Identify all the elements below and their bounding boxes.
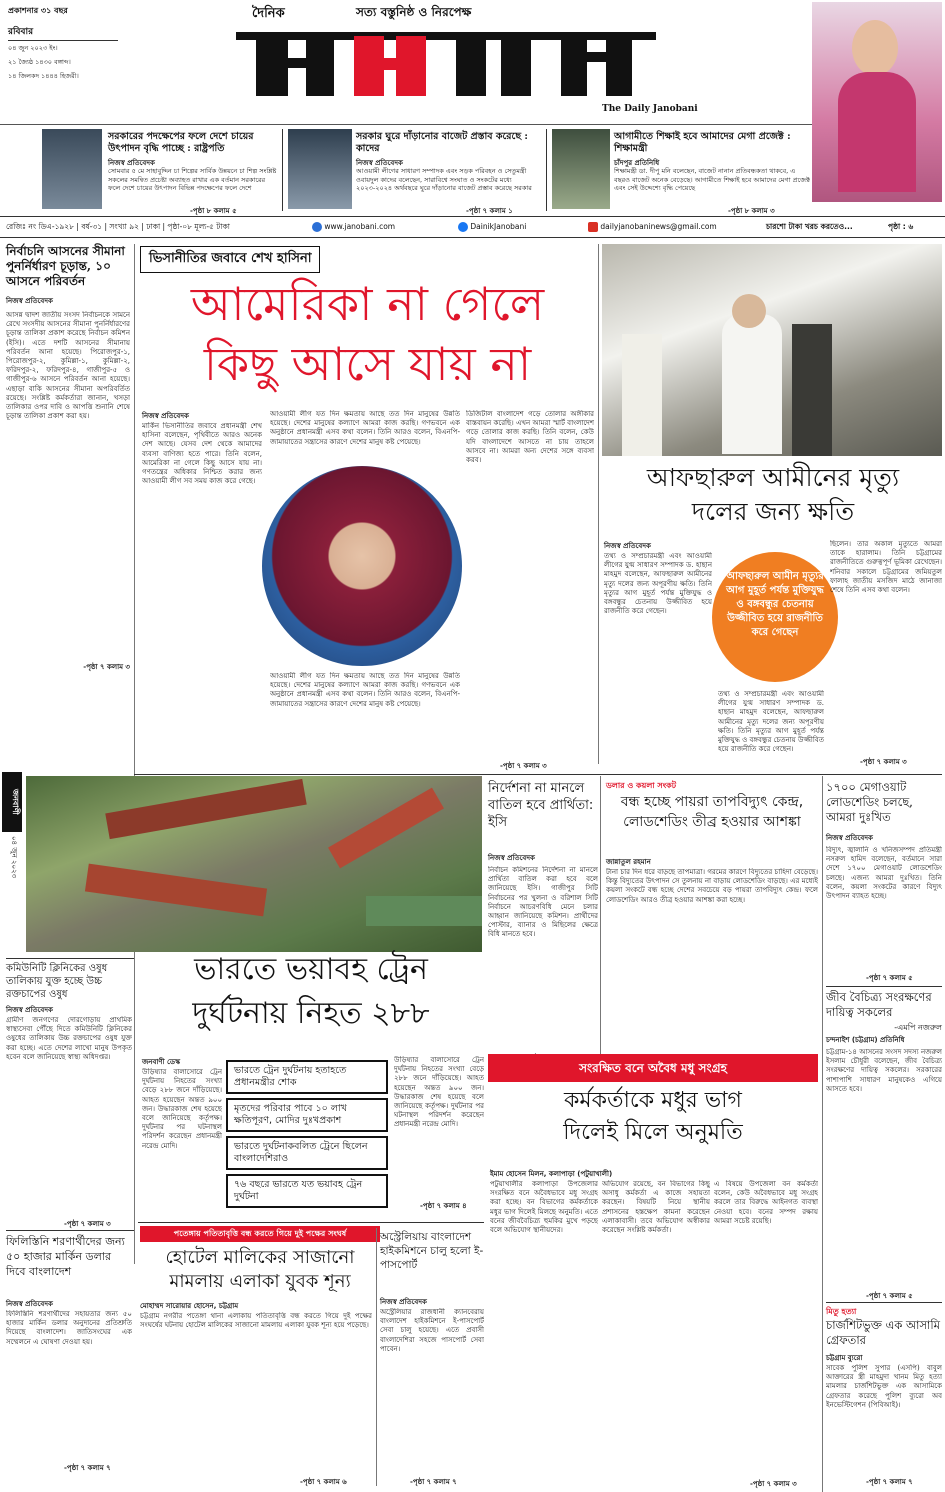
biodiversity-continued: -পৃষ্ঠা ৭ কলাম ৫ — [866, 1292, 913, 1300]
honey-headline-1[interactable]: কর্মকর্তাকে মধুর ভাগ — [564, 1088, 742, 1113]
paper-logo — [236, 18, 656, 98]
constituency-story — [6, 244, 130, 671]
train-related-item[interactable]: ৭৬ বছরে ভারতে যত ভয়াবহ ট্রেন দুর্ঘটনা — [226, 1174, 388, 1208]
honey-column-1: পটুয়াখালীর কলাপাড়া উপজেলার সংরক্ষিত বনে অবৈধভাবে মধু সংগ্রহ করা হচ্ছে। বন বিভাগের কর্মকর্তাকে মধুর ভাগ দিলেই মিলছে অনুমতি। এতে বনের জীববৈচিত্র্য হুমকির মুখে পড়ছে বলে অভিযোগ স্থানীয়দের। — [490, 1180, 598, 1235]
clinic-continued: -পৃষ্ঠা ৭ কলাম ৩ — [64, 1220, 111, 1228]
loadshedding-continued: -পৃষ্ঠা ৭ কলাম ৫ — [866, 974, 913, 982]
date-hijri: ১৪ জিলকদ ১৪৪৪ হিজরী। — [8, 72, 79, 80]
email-link[interactable]: dailyjanobaninews@gmail.com — [588, 217, 717, 237]
afsarul-byline: নিজস্ব প্রতিবেদক — [604, 542, 651, 550]
side-brand-strip — [0, 770, 24, 950]
facebook-link[interactable]: DainikJanobani — [458, 217, 526, 237]
teaser-3-title[interactable]: আগামীতে শিক্ষাই হবে আমাদের মেগা প্রজেক্ট : শিক্ষামন্ত্রী — [614, 131, 791, 154]
clinic-headline[interactable]: কমিউনিটি ক্লিনিকের ওষুধ তালিকায় যুক্ত হচ্ছে উচ্চ রক্তচাপের ওষুধ — [6, 963, 108, 1000]
lead-photo-pm — [262, 466, 462, 666]
clinic-body: গ্রামীণ জনগণের দোরগোড়ায় প্রাথমিক স্বাস্থ্যসেবা পৌঁছে দিতে কমিউনিটি ক্লিনিকের ওষুধের তালিকায় উচ্চ রক্তচাপের ওষুধ যুক্ত করা হচ্ছে। এতে দেশের লাখো মানুষ উপকৃত হবেন বলে জানিয়েছে স্বাস্থ্য অধিদপ্তর। — [6, 1016, 132, 1061]
afsarul-continued: -পৃষ্ঠা ৭ কলাম ৩ — [860, 758, 907, 766]
ec-headline[interactable]: নির্দেশনা না মানলে বাতিল হবে প্রার্থিতা: ইসি — [488, 781, 594, 830]
train-body-2: উড়িষ্যার বালাসোরে ট্রেন দুর্ঘটনায় নিহতের সংখ্যা বেড়ে ২৮৮ জনে দাঁড়িয়েছে। আহত হয়েছেন অন্তত ৯০০ জন। উদ্ধারকাজ শেষ হয়েছে বলে জানিয়েছে কর্তৃপক্ষ। দুর্ঘটনার পর ঘটনাস্থল পরিদর্শন করেছেন প্রধানমন্ত্রী নরেন্দ্র মোদি। — [394, 1056, 484, 1129]
biodiversity-byline: চন্দনাইশ (চট্টগ্রাম) প্রতিনিধি — [826, 1036, 905, 1044]
clinic-byline: নিজস্ব প্রতিবেদক — [6, 1006, 53, 1014]
loadshedding-headline[interactable]: ১৭০০ মেগাওয়াট লোডশেডিং চলছে, আমরা দুঃখিত — [826, 780, 913, 824]
afsarul-column-1b: তথ্য ও সম্প্রচারমন্ত্রী এবং আওয়ামী লীগের যুগ্ম সাধারণ সম্পাদক ড. হাছান মাহমুদ বলেছেন, আফছারুল আমীনের মৃত্যু দলের জন্য অপূরণীয় ক্ষতি। তিনি মৃত্যুর আগ মুহূর্ত পর্যন্ত মুক্তিযুদ্ধ ও বঙ্গবন্ধুর চেতনায় উজ্জীবিত হয়ে রাজনীতি করে গেছেন। — [718, 690, 824, 754]
lead-headline-line-2[interactable]: কিছু আসে যায় না — [203, 337, 532, 391]
afsarul-headline-1[interactable]: আফছারুল আমীনের মৃত্যু — [646, 463, 900, 492]
teaser-2-text: আওয়ামী লীগের সাধারণ সম্পাদক এবং সড়ক পরিবহন ও সেতুমন্ত্রী ওবায়দুল কাদের বলেছেন, সারাবিশ্বে সংঘাত ও সংকটের মধ্যে ২০২৩-২০২৪ অর্থবছরে ঘুরে দাঁড়ানোর বাজেট প্রস্তাব করেছে সরকার — [356, 167, 532, 192]
loadshedding-body: বিদ্যুৎ, জ্বালানি ও খনিজসম্পদ প্রতিমন্ত্রী নসরুল হামিদ বলেছেন, বর্তমানে সারা দেশে ১৭০০ মেগাওয়াট লোডশেডিং চলছে। এজন্য আমরা দুঃখিত। তিনি বলেন, কয়লা সংকটের কারণে বিদ্যুৎ উৎপাদন ব্যাহত হচ্ছে। — [826, 846, 942, 901]
paper-name-english: The Daily Janobani — [602, 104, 698, 114]
date-english: ০৪ জুন ২০২৩ ইং। — [8, 44, 58, 52]
afsarul-headline-2[interactable]: দলের জন্য ক্ষতি — [691, 497, 855, 526]
train-headline-line-2[interactable]: দুর্ঘটনায় নিহত ২৮৮ — [192, 996, 430, 1031]
teaser-2-title[interactable]: সরকার ঘুরে দাঁড়ানোর বাজেট প্রস্তাব করেছে : কাদের — [356, 131, 528, 154]
lead-kicker-box — [140, 246, 580, 270]
teaser-2-continued: -পৃষ্ঠা ৭ কলাম ১ — [466, 207, 513, 215]
page-number: পৃষ্ঠা : ৬ — [888, 222, 914, 231]
teaser-photo-president — [42, 129, 102, 209]
lead-kicker: ভিসানীতির জবাবে শেখ হাসিনা — [140, 246, 320, 273]
payra-byline: জান্নাতুল রহমান — [606, 858, 651, 866]
lead-column-2: আওয়ামী লীগ যত দিন ক্ষমতায় আছে তত দিন মানুষের উন্নতি হয়েছে। দেশের মানুষের কল্যাণে আমরা কাজ করছি। গণভবনে এক অনুষ্ঠানে প্রধানমন্ত্রী এসব কথা বলেন। তিনি আরও বলেন, বিএনপি-জামায়াতের সন্ত্রাসের কারণে দেশের মানুষ কষ্ট পেয়েছে। — [270, 410, 460, 446]
murder-continued: -পৃষ্ঠা ৭ কলাম ৭ — [866, 1478, 913, 1486]
train-related-item[interactable]: ভারতে দুর্ঘটনাকবলিত ট্রেনে ছিলেন বাংলাদেশিরাও — [226, 1136, 388, 1170]
ec-byline: নিজস্ব প্রতিবেদক — [488, 854, 535, 862]
train-continued: -পৃষ্ঠা ৭ কলাম ৪ — [420, 1202, 467, 1210]
teaser-1-text: সোমবার ৫ মে সাহাবুদ্দিন চা শিল্পের সার্বিক উন্নয়নে চা শিল্প সংশ্লিষ্ট সকলের সমন্বিত প্রচেষ্টা অব্যাহত রাখার এক বর্তমান সরকারের ফলে দেশে চায়ের উৎপাদন বিভিন্ন পদক্ষেপের ফলে দেশে — [108, 167, 277, 192]
publication-year: প্রকাশনার ৩১ বছর — [8, 6, 68, 15]
biodiversity-body: চট্টগ্রাম-১৪ আসনের সংসদ সদস্য নজরুল ইসলাম চৌধুরী বলেছেন, জীব বৈচিত্র্য সংরক্ষণের দায়িত্ব সকলের। সরকারের পাশাপাশি সাধারণ মানুষকেও এগিয়ে আসতে হবে। — [826, 1048, 942, 1093]
honey-column-2: অভিযোগ রয়েছে, বন বিভাগের কিছু অসাধু কর্মকর্তা এ কাজে সহায়তা করছেন। বিষয়টি নিয়ে স্থানীয় প্রশাসনের হস্তক্ষেপ কামনা করেছেন এলাকাবাসী। তবে অভিযোগ অস্বীকার করেছেন সংশ্লিষ্ট কর্মকর্তা। — [602, 1180, 710, 1235]
palestine-body: ফিলিস্তিনি শরণার্থীদের সহায়তার জন্য ৫০ হাজার মার্কিন ডলার অনুদানের প্রতিশ্রুতি দিয়েছে বাংলাদেশ। জাতিসংঘের এক সম্মেলনে এ ঘোষণা দেওয়া হয়। — [6, 1310, 132, 1346]
teaser-1-title[interactable]: সরকারের পদক্ষেপের ফলে দেশে চায়ের উৎপাদন বৃদ্ধি পাচ্ছে : রাষ্ট্রপতি — [108, 131, 254, 154]
hotel-body: চট্টগ্রাম নগরীর পতেঙ্গা থানা এলাকায় পতিতাবৃত্তি বন্ধ করতে গিয়ে দুই পক্ষের সংঘর্ষের ঘটনায় হোটেল মালিকের সাজানো মামলায় এলাকা যুবক শূন্য হয়ে পড়েছে। — [140, 1312, 372, 1330]
train-related-item[interactable]: ভারতে ট্রেন দুর্ঘটনায় হতাহতে প্রধানমন্ত্রীর শোক — [226, 1060, 388, 1094]
train-related-item[interactable]: মৃতদের পরিবার পাবে ১০ লাখ ক্ষতিপূরণ, মোদির দুঃখপ্রকাশ — [226, 1098, 388, 1132]
palestine-headline[interactable]: ফিলিস্তিনি শরণার্থীদের জন্য ৫০ হাজার মার্কিন ডলার দিবে বাংলাদেশ — [6, 1235, 125, 1278]
train-byline: জনবাণী ডেস্ক — [142, 1058, 181, 1066]
paper-tagline: সত্য বস্তুনিষ্ঠ ও নিরপেক্ষ — [356, 5, 472, 19]
lead-column-1: মার্কিন ভিসানীতির জবাবে প্রধানমন্ত্রী শেখ হাসিনা বলেছেন, পৃথিবীতে আরও অনেক দেশ আছে। যেসব দেশ থেকে আমাদের ব্যবসা বাণিজ্য হতে পারে। তিনি বলেন, আমেরিকা না গেলে কিছু আসে যায় না। গণতন্ত্রের অধিকার নিশ্চিত করার জন্য আওয়ামী লীগ সব সময় কাজ করে গেছে। — [142, 422, 262, 486]
teaser-3-byline: চাঁদপুর প্রতিনিধি — [614, 159, 660, 167]
website-link[interactable]: www.janobani.com — [312, 217, 395, 237]
loadshedding-byline: নিজস্ব প্রতিবেদক — [826, 834, 873, 842]
lead-column-2b: আওয়ামী লীগ যত দিন ক্ষমতায় আছে তত দিন মানুষের উন্নতি হয়েছে। দেশের মানুষের কল্যাণে আমরা কাজ করছি। গণভবনে এক অনুষ্ঠানে প্রধানমন্ত্রী এসব কথা বলেন। তিনি আরও বলেন, বিএনপি-জামায়াতের সন্ত্রাসের কারণে দেশের মানুষ কষ্ট পেয়েছে। — [270, 672, 460, 708]
hotel-headline[interactable]: হোটেল মালিকের সাজানো মামলায় এলাকা যুবক শূন্য — [165, 1247, 355, 1292]
honey-byline: ইমাম হোসেন মিলন, কলাপাড়া (পটুয়াখালী) — [490, 1170, 613, 1178]
payra-kicker: ডলার ও কয়লা সংকট — [606, 781, 677, 790]
murder-headline[interactable]: চার্জশিটভুক্ত এক আসামি গ্রেফতার — [826, 1318, 941, 1347]
teaser-photo-education-minister — [552, 129, 610, 209]
side-date: ০৪ জুন ২০২৩ — [10, 836, 18, 879]
masthead — [0, 0, 945, 124]
condolence-photo — [602, 244, 942, 456]
afsarul-column-2: ছিলেন। তার অকাল মৃত্যুতে আমরা তাকে হারালাম। তিনি চট্টগ্রামের রাজনীতিতে গুরুত্বপূর্ণ ভূমিকা রেখেছেন। শনিবার সকালে চট্টগ্রামের জমিয়তুল ফালাহ জাতীয় মসজিদ মাঠে জানাজা শেষে তিনি এসব কথা বলেন। — [830, 540, 942, 595]
epassport-body: অস্ট্রেলিয়ার রাজধানী ক্যানবেরায় বাংলাদেশ হাইকমিশনে ই-পাসপোর্ট সেবা চালু হয়েছে। এতে প্রবাসী বাংলাদেশিরা সহজে পাসপোর্ট সেবা পাবেন। — [380, 1308, 484, 1353]
palestine-continued: -পৃষ্ঠা ৭ কলাম ৭ — [64, 1464, 111, 1472]
constituency-body: আসন্ন দ্বাদশ জাতীয় সংসদ নির্বাচনকে সামনে রেখে সংসদীয় আসনের সীমানা পুনর্নির্ধারণের চূড়ান্ত তালিকা প্রকাশ করেছে নির্বাচন কমিশন (ইসি)। এতে দশটি আসনের সীমানায় পরিবর্তন আনা হয়েছে। পিরোজপুর-১, পিরোজপুর-২, কুমিল্লা-১, কুমিল্লা-২, ফরিদপুর-২, ফরিদপুর-৪, গাজীপুর-৫ ও গাজীপুর-৬ আসনে পরিবর্তন আনা হয়েছে। এছাড়া বাকি আসনের সীমানা অপরিবর্তিত রয়েছে। সংশ্লিষ্ট কর্মকর্তারা জানান, খসড়া তালিকার ওপর দাবি ও আপত্তি শুনানি শেষে চূড়ান্ত তালিকা প্রকাশ করা হয়। — [6, 311, 130, 421]
epassport-headline[interactable]: অস্ট্রেলিয়ায় বাংলাদেশ হাইকমিশনে চালু হলো ই-পাসপোর্ট — [380, 1231, 484, 1271]
biodiversity-headline[interactable]: জীব বৈচিত্র্য সংরক্ষণের দায়িত্ব সকলের — [826, 990, 932, 1019]
hotel-kicker: পতেঙ্গায় পতিতাবৃত্তি বন্ধ করতে গিয়ে দুই পক্ষের সংঘর্ষ — [140, 1226, 380, 1242]
globe-icon — [312, 222, 322, 232]
ec-body: নির্বাচন কমিশনের নির্দেশনা না মানলে প্রার্থিতা বাতিল করা হবে বলে জানিয়েছে ইসি। গাজীপুর সিটি নির্বাচনের পর খুলনা ও বরিশাল সিটি নির্বাচনে আচরণবিধি মেনে চলার আহ্বান জানিয়েছে কমিশন। প্রার্থীদের পোস্টার, ব্যানার ও মিছিলের ক্ষেত্রে বিধি মানতে হবে। — [488, 866, 598, 939]
murder-kicker: মিতু হত্যা — [826, 1307, 857, 1316]
murder-byline: চট্টগ্রাম ব্যুরো — [826, 1354, 863, 1362]
paper-prefix: দৈনিক — [252, 6, 285, 21]
train-body: উড়িষ্যার বালাসোরে ট্রেন দুর্ঘটনায় নিহতের সংখ্যা বেড়ে ২৮৮ জনে দাঁড়িয়েছে। আহত হয়েছেন অন্তত ৯০০ জন। উদ্ধারকাজ শেষ হয়েছে বলে জানিয়েছে কর্তৃপক্ষ। দুর্ঘটনার পর ঘটনাস্থল পরিদর্শন করেছেন প্রধানমন্ত্রী নরেন্দ্র মোদি। — [142, 1068, 222, 1150]
payra-headline[interactable]: বন্ধ হচ্ছে পায়রা তাপবিদ্যুৎ কেন্দ্র, লোডশেডিং তীব্র হওয়ার আশঙ্কা — [620, 794, 804, 830]
honey-headline-2[interactable]: দিলেই মিলে অনুমতি — [563, 1120, 743, 1145]
facebook-icon — [458, 222, 468, 232]
train-headline-line-1[interactable]: ভারতে ভয়াবহ ট্রেন — [194, 952, 428, 987]
side-brand: জনবাণী — [2, 772, 22, 832]
teaser-3-continued: -পৃষ্ঠা ৮ কলাম ৩ — [728, 207, 775, 215]
biodiversity-subhead: -এমপি নজরুল — [894, 1023, 942, 1032]
afsarul-column-1: তথ্য ও সম্প্রচারমন্ত্রী এবং আওয়ামী লীগের যুগ্ম সাধারণ সম্পাদক ড. হাছান মাহমুদ বলেছেন, আফছারুল আমীনের মৃত্যু দলের জন্য অপূরণীয় ক্ষতি। তিনি মৃত্যুর আগ মুহূর্ত পর্যন্ত মুক্তিযুদ্ধ ও বঙ্গবন্ধুর চেতনায় উজ্জীবিত হয়ে রাজনীতি করে গেছেন। — [604, 552, 712, 616]
ad-portrait — [812, 2, 942, 202]
lead-byline: নিজস্ব প্রতিবেদক — [142, 412, 189, 420]
registration-info: রেজিঃ নং ডিএ-১৯২৮ | বর্ষ-৩১ | সংখ্যা ৯২ | ঢাকা | পৃষ্ঠা-০৮ মূল্য-৫ টাকা — [6, 222, 230, 231]
info-bar — [0, 216, 945, 238]
honey-kicker: সংরক্ষিত বনে অবৈধ মধু সংগ্রহ — [488, 1054, 818, 1082]
murder-body: সাবেক পুলিশ সুপার (এসপি) বাবুল আক্তারের স্ত্রী মাহমুদা খানম মিতু হত্যা মামলার চার্জশিটভুক্ত এক আসামিকে গ্রেফতার করেছে পুলিশ ব্যুরো অব ইনভেস্টিগেশন (পিবিআই)। — [826, 1364, 942, 1409]
constituency-byline: নিজস্ব প্রতিবেদক — [6, 297, 53, 305]
teaser-1-byline: নিজস্ব প্রতিবেদক — [108, 159, 155, 167]
hotel-byline: মোহাম্মদ সারোয়ার হোসেন, চট্টগ্রাম — [140, 1302, 239, 1310]
teaser-3-text: শিক্ষামন্ত্রী ডা. দীপু মনি বলেছেন, বাজেট নানান প্রতিবন্ধকতা থাকবে, এ বছরও বাজেট অনেক বেড়েছে। আগামীতে শিক্ষাই হবে আমাদের মেগা প্রজেক্ট এবং সেই উদ্দেশ্যে বৃদ্ধি পেয়েছে — [614, 167, 810, 192]
honey-column-3: এ বিষয়ে উপজেলা বন কর্মকর্তা বলেন, কেউ অবৈধভাবে মধু সংগ্রহ করলে তার বিরুদ্ধে আইনগত ব্যবস্থা নেওয়া হবে। বনের সম্পদ রক্ষায় আমরা সচেষ্ট রয়েছি। — [714, 1180, 818, 1225]
constituency-continued: -পৃষ্ঠা ৭ কলাম ৩ — [83, 663, 130, 671]
lead-headline-line-1[interactable]: আমেরিকা না গেলে — [190, 277, 545, 331]
train-accident-photo — [26, 776, 482, 952]
constituency-title[interactable]: নির্বাচনি আসনের সীমানা পুনর্নির্ধারণ চূড়ান্ত, ১০ আসনে পরিবর্তন — [6, 244, 125, 288]
infobar-teaser: চারশো টাকা খরচ করতেও... — [766, 222, 853, 231]
afsarul-pull-quote: আফছারুল আমীন মৃত্যুর আগ মুহূর্ত পর্যন্ত মুক্তিযুদ্ধ ও বঙ্গবন্ধুর চেতনায় উজ্জীবিত হয়ে রাজনীতি করে গেছেন — [712, 552, 838, 682]
date-bangla: ২১ জ্যৈষ্ঠ ১৪৩০ বঙ্গাব্দ। — [8, 58, 71, 66]
teaser-strip — [0, 124, 812, 214]
teaser-2-byline: নিজস্ব প্রতিবেদক — [356, 159, 403, 167]
mail-icon — [588, 222, 598, 232]
honey-continued: -পৃষ্ঠা ৭ কলাম ৩ — [750, 1480, 797, 1488]
lead-continued: -পৃষ্ঠা ৭ কলাম ৩ — [500, 762, 547, 770]
teaser-1-continued: -পৃষ্ঠা ৮ কলাম ৫ — [190, 207, 237, 215]
lead-column-3: ডিজিটাল বাংলাদেশ গড়ে তোলার অঙ্গীকার বাস্তবায়ন করেছি। এখন আমরা স্মার্ট বাংলাদেশ গড়ে তোলার কাজ করছি। তিনি বলেন, কেউ যদি বাংলাদেশে আসতে না চায় তাহলে আসবে না। আমরা অন্য দেশের সঙ্গে ব্যবসা করব। — [466, 410, 594, 465]
weekday: রবিবার — [8, 27, 34, 37]
hotel-continued: -পৃষ্ঠা ৭ কলাম ৬ — [300, 1478, 347, 1486]
epassport-byline: নিজস্ব প্রতিবেদক — [380, 1298, 427, 1306]
teaser-photo-quader — [288, 129, 352, 209]
epassport-continued: -পৃষ্ঠা ৭ কলাম ৭ — [410, 1478, 457, 1486]
palestine-byline: নিজস্ব প্রতিবেদক — [6, 1300, 53, 1308]
payra-body: টানা চার দিন ধরে বাড়ছে তাপমাত্রা। গরমের কারণে বিদ্যুতের চাহিদা বেড়েছে। কিন্তু বিদ্যুতের উৎপাদন সে তুলনায় না বাড়ায় লোডশেডিং বাড়ছে। এর মধ্যেই কয়লা সংকটে বন্ধ হচ্ছে দেশের সবচেয়ে বড় পায়রা তাপবিদ্যুৎ কেন্দ্র। ফলে লোডশেডিং আরও তীব্র হওয়ার আশঙ্কা করা হচ্ছে। — [606, 868, 818, 904]
train-related-list — [226, 1060, 388, 1208]
